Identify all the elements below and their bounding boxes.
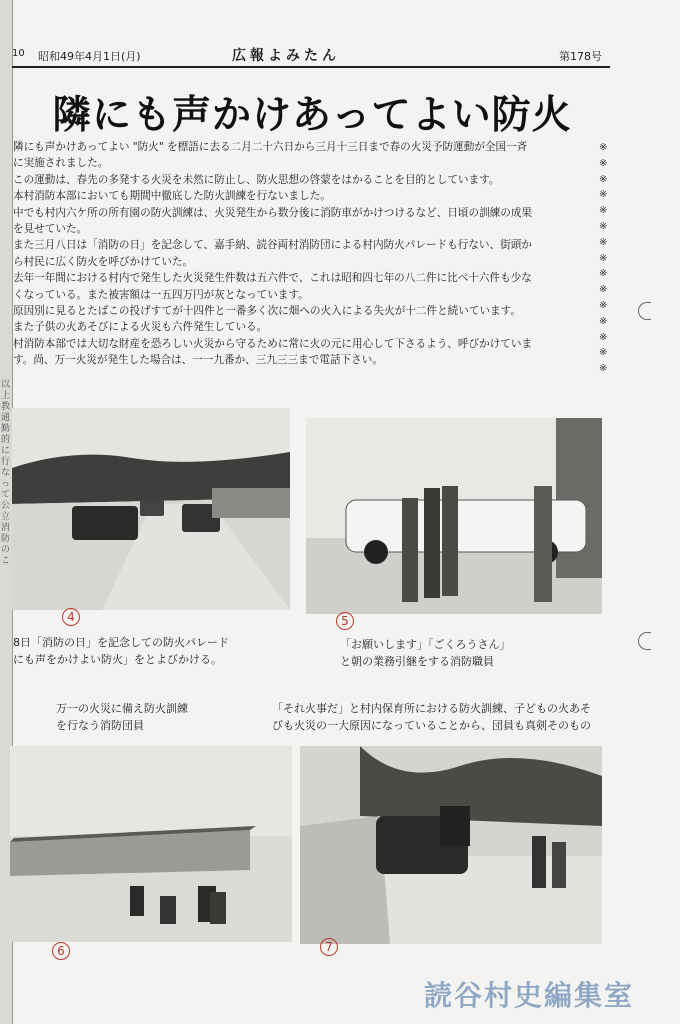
caption-photo-6 [56,700,188,734]
caption-line: にも声をかけよい防火」をとよびかける。 [13,653,222,666]
body-line: に実施されました。 [13,157,109,170]
photo-number-4: 4 [62,608,80,626]
publication-title: 広報よみたん [232,48,340,64]
body-line: この運動は、春先の多発する火災を未然に防止し、防火思想の啓蒙をはかることを目的としています。 [13,173,500,186]
article-body [13,139,598,368]
body-line: また三月八日は「消防の日」を記念して、嘉手納、読谷両村消防団による村内防火パレードも行ない、街頭か [13,239,532,252]
issue-date: 昭和49年4月1日(月) [38,50,141,63]
body-line: 村消防本部では大切な財産を恐ろしい火災から守るために常に火の元に用心して下さるよう、呼びかけていま [13,337,533,350]
body-line: 隣にも声かけあってよい "防火" を標語に去る二月二十六日から三月十三日まで春の火災予防運動が全国一斉 [13,141,528,153]
page-header [12,44,610,68]
archive-watermark: 読谷村史編集室 [424,979,635,1012]
caption-line: 「お願いします」「ごくろうさん」 [340,638,511,651]
article-headline: 隣にも声かけあってよい防火 [52,92,572,138]
caption-line: 「それ火事だ」と村内保育所における防火訓練、子どもの火あそ [272,702,591,715]
body-line: 原因別に見るとたばこの投げすてが十四件と一番多く次に畑への火入による失火が十二件と続いています。 [13,304,521,317]
body-line: 本村消防本部においても期間中徹底した防火訓練を行ないました。 [13,190,331,203]
body-line: 中でも村内六ケ所の所有園の防火訓練は、火災発生から数分後に消防車がかけつけるなど、日頃の訓練の成果 [13,206,533,219]
body-line: を見せていた。 [13,222,88,235]
body-line: くなっている。また被害額は一五四万円が灰となっています。 [13,288,309,301]
punch-hole-mark [638,302,651,320]
caption-line: びも火災の一大原因になっていることから、団員も真剣そのもの [272,719,591,732]
photo-number-5: 5 [336,612,354,630]
caption-line: を行なう消防団員 [56,719,144,732]
issue-number: 第178号 [559,50,602,63]
photo-nursery-drill [300,746,602,944]
body-line: 去年一年間における村内で発生した火災発生件数は五六件で、これは昭和四七年の八二件に比べ十六件も少な [13,272,532,285]
caption-line: 8日「消防の日」を記念しての防火パレード [13,636,229,649]
body-line: す。尚、万一火災が発生した場合は、一一九番か、三九三三まで電話下さい。 [13,354,383,367]
photo-fire-drill [10,746,292,942]
body-line: また子供の火あそびによる火災も六件発生している。 [13,321,268,334]
punch-hole-mark [638,632,651,650]
page-number: 10 [12,48,25,59]
caption-photo-4 [13,634,229,668]
body-line: ら村民に広く防火を呼びかけていた。 [13,255,194,268]
photo-number-6: 6 [52,942,70,960]
photo-fire-parade [12,408,290,610]
photo-number-7: 7 [320,938,338,956]
photo-fire-staff [306,418,602,614]
caption-photo-7 [272,700,602,734]
caption-line: 万一の火災に備え防火訓練 [56,702,188,715]
border-ornament: ※ ※ ※ ※ ※ ※ ※ ※ ※ ※ ※ ※ ※ ※ ※ [599,142,608,375]
adjacent-page-text: 以上教通勤的に行なって公立消防のこ [1,380,11,566]
caption-line: と朝の業務引継をする消防職員 [340,655,494,668]
caption-photo-5 [340,636,511,670]
